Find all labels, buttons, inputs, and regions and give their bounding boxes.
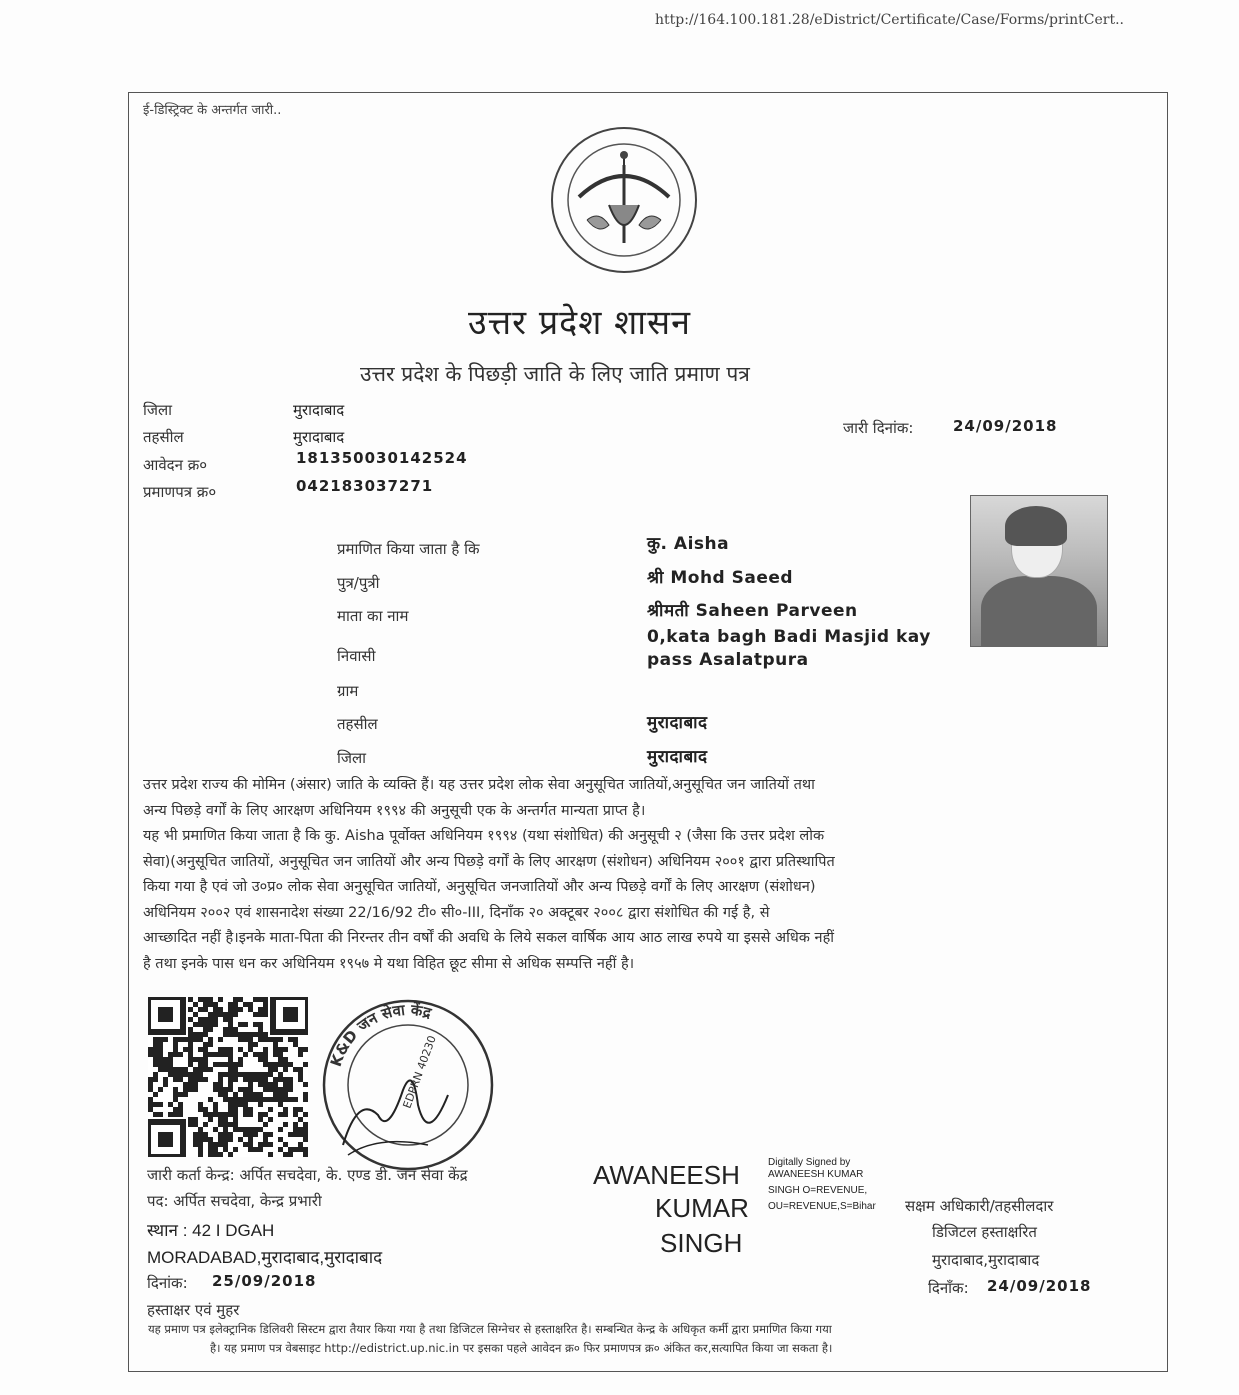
- certificate-number: 042183037271: [296, 477, 434, 495]
- certificate-title: उत्तर प्रदेश शासन: [468, 303, 691, 343]
- signer-name-line1: AWANEESH: [593, 1160, 740, 1190]
- field-value-address-line1: 0,kata bagh Badi Masjid kay: [647, 627, 931, 647]
- issuer-sign-label: हस्ताक्षर एवं मुहर: [147, 1301, 240, 1319]
- authority-title: सक्षम अधिकारी/तहसीलदार: [905, 1197, 1054, 1215]
- body-line: आच्छादित नहीं है।इनके माता-पिता की निरन्तर तीन वर्षों की अवधि के लिये सकल वार्षिक आय आठ लाख रुपये या इससे अधिक नहीं: [143, 930, 835, 946]
- application-number: 181350030142524: [296, 449, 468, 467]
- authority-date: 24/09/2018: [987, 1277, 1092, 1295]
- body-line: किया गया है एवं जो उ०प्र० लोक सेवा अनुसूचित जातियों, अनुसूचित जनजातियों और अन्य पिछड़े वर्गों के लिए आरक्षण (संशोधन): [143, 879, 816, 895]
- field-label-district: जिला: [337, 749, 367, 767]
- certificate-body: [143, 773, 1133, 977]
- field-label-village: ग्राम: [337, 682, 359, 700]
- signature-detail-3: SINGH O=REVENUE,: [768, 1185, 868, 1196]
- applicant-photo: [970, 495, 1108, 647]
- field-value-tehsil: मुरादाबाद: [647, 713, 708, 733]
- field-label-mother: माता का नाम: [337, 607, 409, 625]
- field-label-son-daughter: पुत्र/पुत्री: [337, 574, 380, 592]
- body-line: अन्य पिछड़े वर्गों के लिए आरक्षण अधिनियम १९९४ की अनुसूची एक के अन्तर्गत मान्यता प्राप्त है।: [143, 802, 646, 819]
- issuer-date: 25/09/2018: [212, 1272, 317, 1290]
- authority-digital: डिजिटल हस्ताक्षरित: [932, 1223, 1037, 1241]
- application-label: आवेदन क्र०: [143, 456, 208, 474]
- header-note: ई-डिस्ट्रिक्ट के अन्तर्गत जारी..: [143, 103, 282, 118]
- browser-url: http://164.100.181.28/eDistrict/Certificate/Case/Forms/printCert..: [655, 12, 1125, 28]
- field-label-resident: निवासी: [337, 647, 376, 665]
- body-line: सेवा)(अनुसूचित जातियों, अनुसूचित जन जातियों और अन्य पिछड़े वर्गों के लिए आरक्षण (संशोधन) अधिनियम २००१ द्वारा प्रतिस्थापित: [143, 853, 835, 870]
- up-emblem-icon: [549, 125, 699, 275]
- district-label: जिला: [143, 401, 173, 419]
- certificate-number-label: प्रमाणपत्र क्र०: [143, 483, 217, 501]
- body-line: यह भी प्रमाणित किया जाता है कि कु. Aisha पूर्वोक्त अधिनियम १९९४ (यथा संशोधित) की अनुसूची २ (जैसा कि उत्तर प्रदेश लोक: [143, 828, 825, 844]
- certificate-subtitle: उत्तर प्रदेश के पिछड़ी जाति के लिए जाति प्रमाण पत्र: [360, 362, 750, 386]
- authority-place: मुरादाबाद,मुरादाबाद: [932, 1251, 1040, 1269]
- field-value-address-line2: pass Asalatpura: [647, 650, 809, 670]
- signature-detail-1: Digitally Signed by: [768, 1157, 851, 1168]
- signer-name-line3: SINGH: [660, 1228, 743, 1258]
- district-value: मुरादाबाद: [293, 401, 345, 419]
- field-value-name: कु. Aisha: [647, 534, 730, 554]
- issue-date: 24/09/2018: [953, 417, 1058, 435]
- issuer-designation: पद: अर्पित सचदेवा, केन्द्र प्रभारी: [147, 1192, 322, 1210]
- qr-code-icon: [148, 997, 308, 1157]
- signature-detail-2: AWANEESH KUMAR: [768, 1169, 864, 1180]
- issuer-date-label: दिनांक:: [147, 1274, 188, 1292]
- authority-date-label: दिनाँक:: [928, 1279, 969, 1297]
- issue-date-label: जारी दिनांक:: [843, 419, 914, 437]
- office-seal-icon: [318, 995, 498, 1175]
- issuer-place: स्थान : 42 I DGAH: [147, 1221, 275, 1240]
- signer-name-line2: KUMAR: [655, 1193, 749, 1223]
- seal-text: K&D जन सेवा केंद्र: [326, 1000, 434, 1069]
- footer-line-1: यह प्रमाण पत्र इलेक्ट्रानिक डिलिवरी सिस्टम द्वारा तैयार किया गया है तथा डिजिटल सिग्नेचर से हस्ताक्षरित है। सम्बन्धित केन्द्र के अधिकृत कर्मी द्वारा प्रमाणित किया गया: [148, 1322, 832, 1336]
- signature-detail-4: OU=REVENUE,S=Bihar: [768, 1201, 876, 1212]
- seal-code: EDPRN 40230: [400, 1033, 439, 1111]
- field-label-tehsil: तहसील: [337, 715, 378, 733]
- field-value-father: श्री Mohd Saeed: [647, 568, 794, 588]
- body-line: उत्तर प्रदेश राज्य की मोमिन (अंसार) जाति के व्यक्ति हैं। यह उत्तर प्रदेश लोक सेवा अनुसूचित जातियों,अनुसूचित जन जातियों तथा: [143, 777, 815, 793]
- issuer-center: जारी कर्ता केन्द्र: अर्पित सचदेवा, के. एण्ड डी. जन सेवा केंद्र: [147, 1166, 468, 1184]
- footer-line-2: है। यह प्रमाण पत्र वेबसाइट http://edistrict.up.nic.in पर इसका पहले आवेदन क्र० फिर प्रमाणपत्र क्र० अंकित कर,सत्यापित किया जा सकता है।: [210, 1341, 833, 1355]
- body-line: है तथा इनके पास धन कर अधिनियम १९५७ मे यथा विहित छूट सीमा से अधिक सम्पत्ति नहीं है।: [143, 955, 635, 972]
- issuer-place-city: MORADABAD,मुरादाबाद,मुरादाबाद: [147, 1248, 383, 1267]
- body-line: अधिनियम २००२ एवं शासनादेश संख्या 22/16/92 टी० सी०-III, दिनाँक २० अक्टूबर २००८ द्वारा संशोधित की गई है, से: [143, 904, 770, 921]
- field-value-district: मुरादाबाद: [647, 747, 708, 767]
- tehsil-label: तहसील: [143, 428, 184, 446]
- field-value-mother: श्रीमती Saheen Parveen: [647, 601, 858, 621]
- field-label-certified: प्रमाणित किया जाता है कि: [337, 540, 480, 558]
- tehsil-value: मुरादाबाद: [293, 428, 345, 446]
